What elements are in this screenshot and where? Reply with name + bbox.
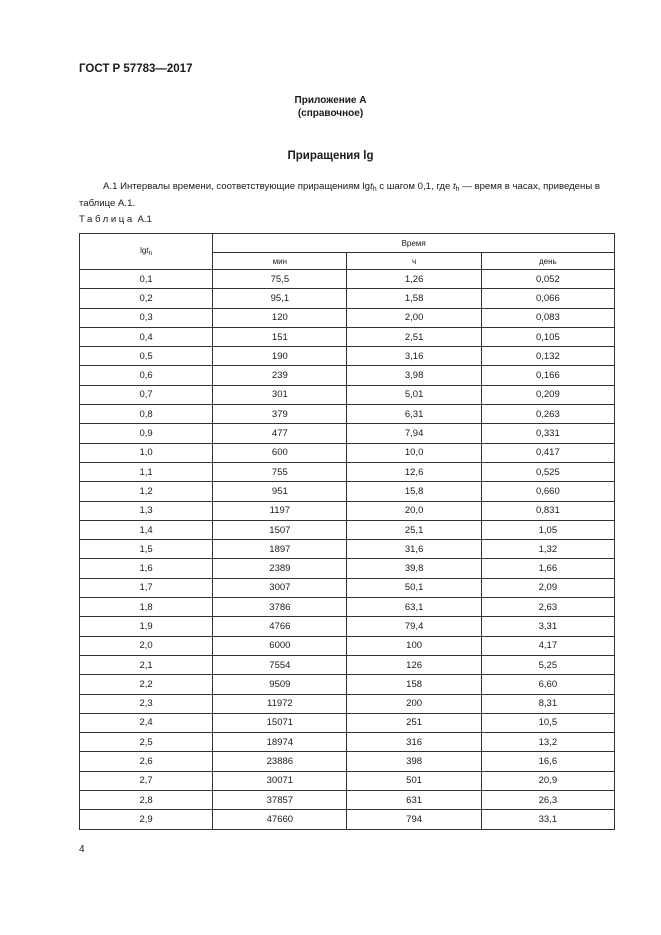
cell-minutes: 11972 — [213, 694, 347, 713]
table-row — [80, 713, 615, 732]
cell-minutes: 15071 — [213, 713, 347, 732]
cell-minutes: 2389 — [213, 559, 347, 578]
cell-minutes: 755 — [213, 462, 347, 481]
cell-days: 8,31 — [481, 694, 614, 713]
cell-minutes: 1897 — [213, 540, 347, 559]
table-row — [80, 462, 615, 481]
cell-minutes: 4766 — [213, 617, 347, 636]
cell-minutes: 239 — [213, 366, 347, 385]
header-days: день — [481, 253, 614, 270]
section-title: Приращения lg — [287, 150, 374, 162]
cell-lg: 1,8 — [80, 598, 213, 617]
table-row — [80, 270, 615, 289]
cell-minutes: 190 — [213, 347, 347, 366]
cell-hours: 6,31 — [347, 405, 481, 424]
cell-minutes: 120 — [213, 308, 347, 327]
cell-hours: 25,1 — [347, 520, 481, 539]
cell-days: 20,9 — [481, 771, 614, 790]
cell-lg: 1,5 — [80, 540, 213, 559]
cell-hours: 12,6 — [347, 462, 481, 481]
paragraph-text-3: — время в часах, приведены в таблице А.1. — [79, 181, 600, 209]
cell-lg: 1,0 — [80, 443, 213, 462]
cell-lg: 0,4 — [80, 327, 213, 346]
cell-days: 0,331 — [481, 424, 614, 443]
cell-days: 5,25 — [481, 655, 614, 674]
table-caption-word: Таблица — [79, 214, 135, 225]
cell-minutes: 1197 — [213, 501, 347, 520]
cell-hours: 20,0 — [347, 501, 481, 520]
cell-hours: 316 — [347, 733, 481, 752]
cell-hours: 2,51 — [347, 327, 481, 346]
cell-hours: 15,8 — [347, 482, 481, 501]
cell-days: 2,63 — [481, 598, 614, 617]
cell-days: 0,083 — [481, 308, 614, 327]
cell-days: 2,09 — [481, 578, 614, 597]
paragraph-text-2: с шагом 0,1, где — [376, 181, 453, 192]
cell-lg: 2,8 — [80, 791, 213, 810]
cell-minutes: 951 — [213, 482, 347, 501]
table-row — [80, 771, 615, 790]
cell-hours: 7,94 — [347, 424, 481, 443]
cell-days: 16,6 — [481, 752, 614, 771]
cell-days: 0,417 — [481, 443, 614, 462]
cell-hours: 1,26 — [347, 270, 481, 289]
cell-days: 0,132 — [481, 347, 614, 366]
paragraph-text-1: А.1 Интервалы времени, соответствующие приращениям lg — [103, 181, 371, 192]
cell-lg: 2,7 — [80, 771, 213, 790]
cell-minutes: 600 — [213, 443, 347, 462]
cell-days: 0,263 — [481, 405, 614, 424]
table-row — [80, 733, 615, 752]
cell-days: 10,5 — [481, 713, 614, 732]
cell-hours: 63,1 — [347, 598, 481, 617]
paragraph-t-symbol-2: t — [453, 181, 456, 192]
cell-lg: 1,9 — [80, 617, 213, 636]
cell-hours: 5,01 — [347, 385, 481, 404]
cell-minutes: 151 — [213, 327, 347, 346]
header-h-subscript: h — [148, 250, 153, 257]
cell-minutes: 30071 — [213, 771, 347, 790]
cell-hours: 398 — [347, 752, 481, 771]
cell-minutes: 95,1 — [213, 289, 347, 308]
cell-lg: 1,7 — [80, 578, 213, 597]
table-row — [80, 424, 615, 443]
table-row — [80, 559, 615, 578]
cell-lg: 0,9 — [80, 424, 213, 443]
cell-days: 26,3 — [481, 791, 614, 810]
cell-minutes: 23886 — [213, 752, 347, 771]
cell-lg: 2,5 — [80, 733, 213, 752]
cell-hours: 3,16 — [347, 347, 481, 366]
cell-minutes: 37857 — [213, 791, 347, 810]
cell-minutes: 477 — [213, 424, 347, 443]
cell-hours: 100 — [347, 636, 481, 655]
cell-minutes: 379 — [213, 405, 347, 424]
cell-minutes: 3007 — [213, 578, 347, 597]
cell-lg: 1,4 — [80, 520, 213, 539]
table-row — [80, 617, 615, 636]
table-caption-number: А.1 — [134, 214, 152, 225]
table-row — [80, 501, 615, 520]
intro-paragraph — [79, 180, 615, 210]
cell-days: 0,831 — [481, 501, 614, 520]
cell-days: 0,066 — [481, 289, 614, 308]
cell-minutes: 1507 — [213, 520, 347, 539]
cell-hours: 200 — [347, 694, 481, 713]
cell-minutes: 7554 — [213, 655, 347, 674]
cell-hours: 794 — [347, 810, 481, 829]
cell-minutes: 18974 — [213, 733, 347, 752]
header-hours: ч — [347, 253, 481, 270]
cell-hours: 10,0 — [347, 443, 481, 462]
cell-minutes: 9509 — [213, 675, 347, 694]
page-number: 4 — [79, 844, 85, 855]
cell-days: 6,60 — [481, 675, 614, 694]
cell-lg: 0,8 — [80, 405, 213, 424]
table-row — [80, 598, 615, 617]
cell-lg: 0,6 — [80, 366, 213, 385]
cell-lg: 0,1 — [80, 270, 213, 289]
table-row — [80, 289, 615, 308]
cell-hours: 31,6 — [347, 540, 481, 559]
table-row — [80, 308, 615, 327]
header-lg-text: lg — [140, 246, 147, 255]
table-row — [80, 694, 615, 713]
cell-hours: 79,4 — [347, 617, 481, 636]
table-row — [80, 347, 615, 366]
cell-hours: 1,58 — [347, 289, 481, 308]
standard-number: ГОСТ Р 57783—2017 — [79, 63, 193, 75]
paragraph-h-subscript-1: h — [372, 186, 377, 193]
cell-hours: 251 — [347, 713, 481, 732]
cell-lg: 2,4 — [80, 713, 213, 732]
paragraph-t-symbol-1: t — [370, 181, 373, 192]
cell-lg: 1,6 — [80, 559, 213, 578]
cell-lg: 0,7 — [80, 385, 213, 404]
table-row — [80, 520, 615, 539]
table-row — [80, 540, 615, 559]
cell-lg: 0,5 — [80, 347, 213, 366]
table-row — [80, 482, 615, 501]
cell-hours: 501 — [347, 771, 481, 790]
table-row — [80, 636, 615, 655]
cell-days: 0,209 — [481, 385, 614, 404]
cell-days: 0,660 — [481, 482, 614, 501]
cell-minutes: 47660 — [213, 810, 347, 829]
cell-lg: 2,0 — [80, 636, 213, 655]
cell-lg: 1,1 — [80, 462, 213, 481]
header-time-group: Время — [213, 234, 615, 253]
paragraph-h-subscript-2: h — [455, 186, 460, 193]
cell-lg: 1,3 — [80, 501, 213, 520]
table-row — [80, 810, 615, 829]
annex-subtitle: (справочное) — [297, 108, 364, 119]
cell-days: 0,105 — [481, 327, 614, 346]
annex-title: Приложение А — [294, 95, 367, 106]
cell-days: 1,32 — [481, 540, 614, 559]
cell-minutes: 75,5 — [213, 270, 347, 289]
cell-lg: 2,1 — [80, 655, 213, 674]
table-row — [80, 791, 615, 810]
cell-minutes: 6000 — [213, 636, 347, 655]
cell-minutes: 3786 — [213, 598, 347, 617]
cell-hours: 631 — [347, 791, 481, 810]
cell-minutes: 301 — [213, 385, 347, 404]
table-row — [80, 366, 615, 385]
cell-lg: 2,2 — [80, 675, 213, 694]
table-row — [80, 443, 615, 462]
cell-hours: 50,1 — [347, 578, 481, 597]
cell-days: 3,31 — [481, 617, 614, 636]
header-t-symbol: t — [146, 246, 149, 255]
table-row — [80, 578, 615, 597]
table-row — [80, 405, 615, 424]
cell-days: 0,525 — [481, 462, 614, 481]
cell-days: 1,66 — [481, 559, 614, 578]
cell-lg: 2,3 — [80, 694, 213, 713]
cell-lg: 1,2 — [80, 482, 213, 501]
annex-heading — [0, 94, 661, 120]
header-minutes: мин — [213, 253, 347, 270]
cell-hours: 39,8 — [347, 559, 481, 578]
table-caption — [79, 214, 152, 225]
cell-days: 1,05 — [481, 520, 614, 539]
cell-hours: 158 — [347, 675, 481, 694]
cell-lg: 2,6 — [80, 752, 213, 771]
header-lg-th — [80, 234, 213, 270]
table-row — [80, 752, 615, 771]
table-row — [80, 655, 615, 674]
cell-days: 0,052 — [481, 270, 614, 289]
table-head — [80, 234, 615, 270]
cell-lg: 2,9 — [80, 810, 213, 829]
cell-days: 33,1 — [481, 810, 614, 829]
cell-hours: 126 — [347, 655, 481, 674]
table-body — [80, 270, 615, 830]
cell-days: 0,166 — [481, 366, 614, 385]
table-row — [80, 327, 615, 346]
cell-lg: 0,3 — [80, 308, 213, 327]
table-row — [80, 385, 615, 404]
cell-lg: 0,2 — [80, 289, 213, 308]
table-head-row-1 — [80, 234, 615, 253]
cell-hours: 3,98 — [347, 366, 481, 385]
table-row — [80, 675, 615, 694]
cell-hours: 2,00 — [347, 308, 481, 327]
data-table — [79, 233, 615, 830]
cell-days: 13,2 — [481, 733, 614, 752]
cell-days: 4,17 — [481, 636, 614, 655]
